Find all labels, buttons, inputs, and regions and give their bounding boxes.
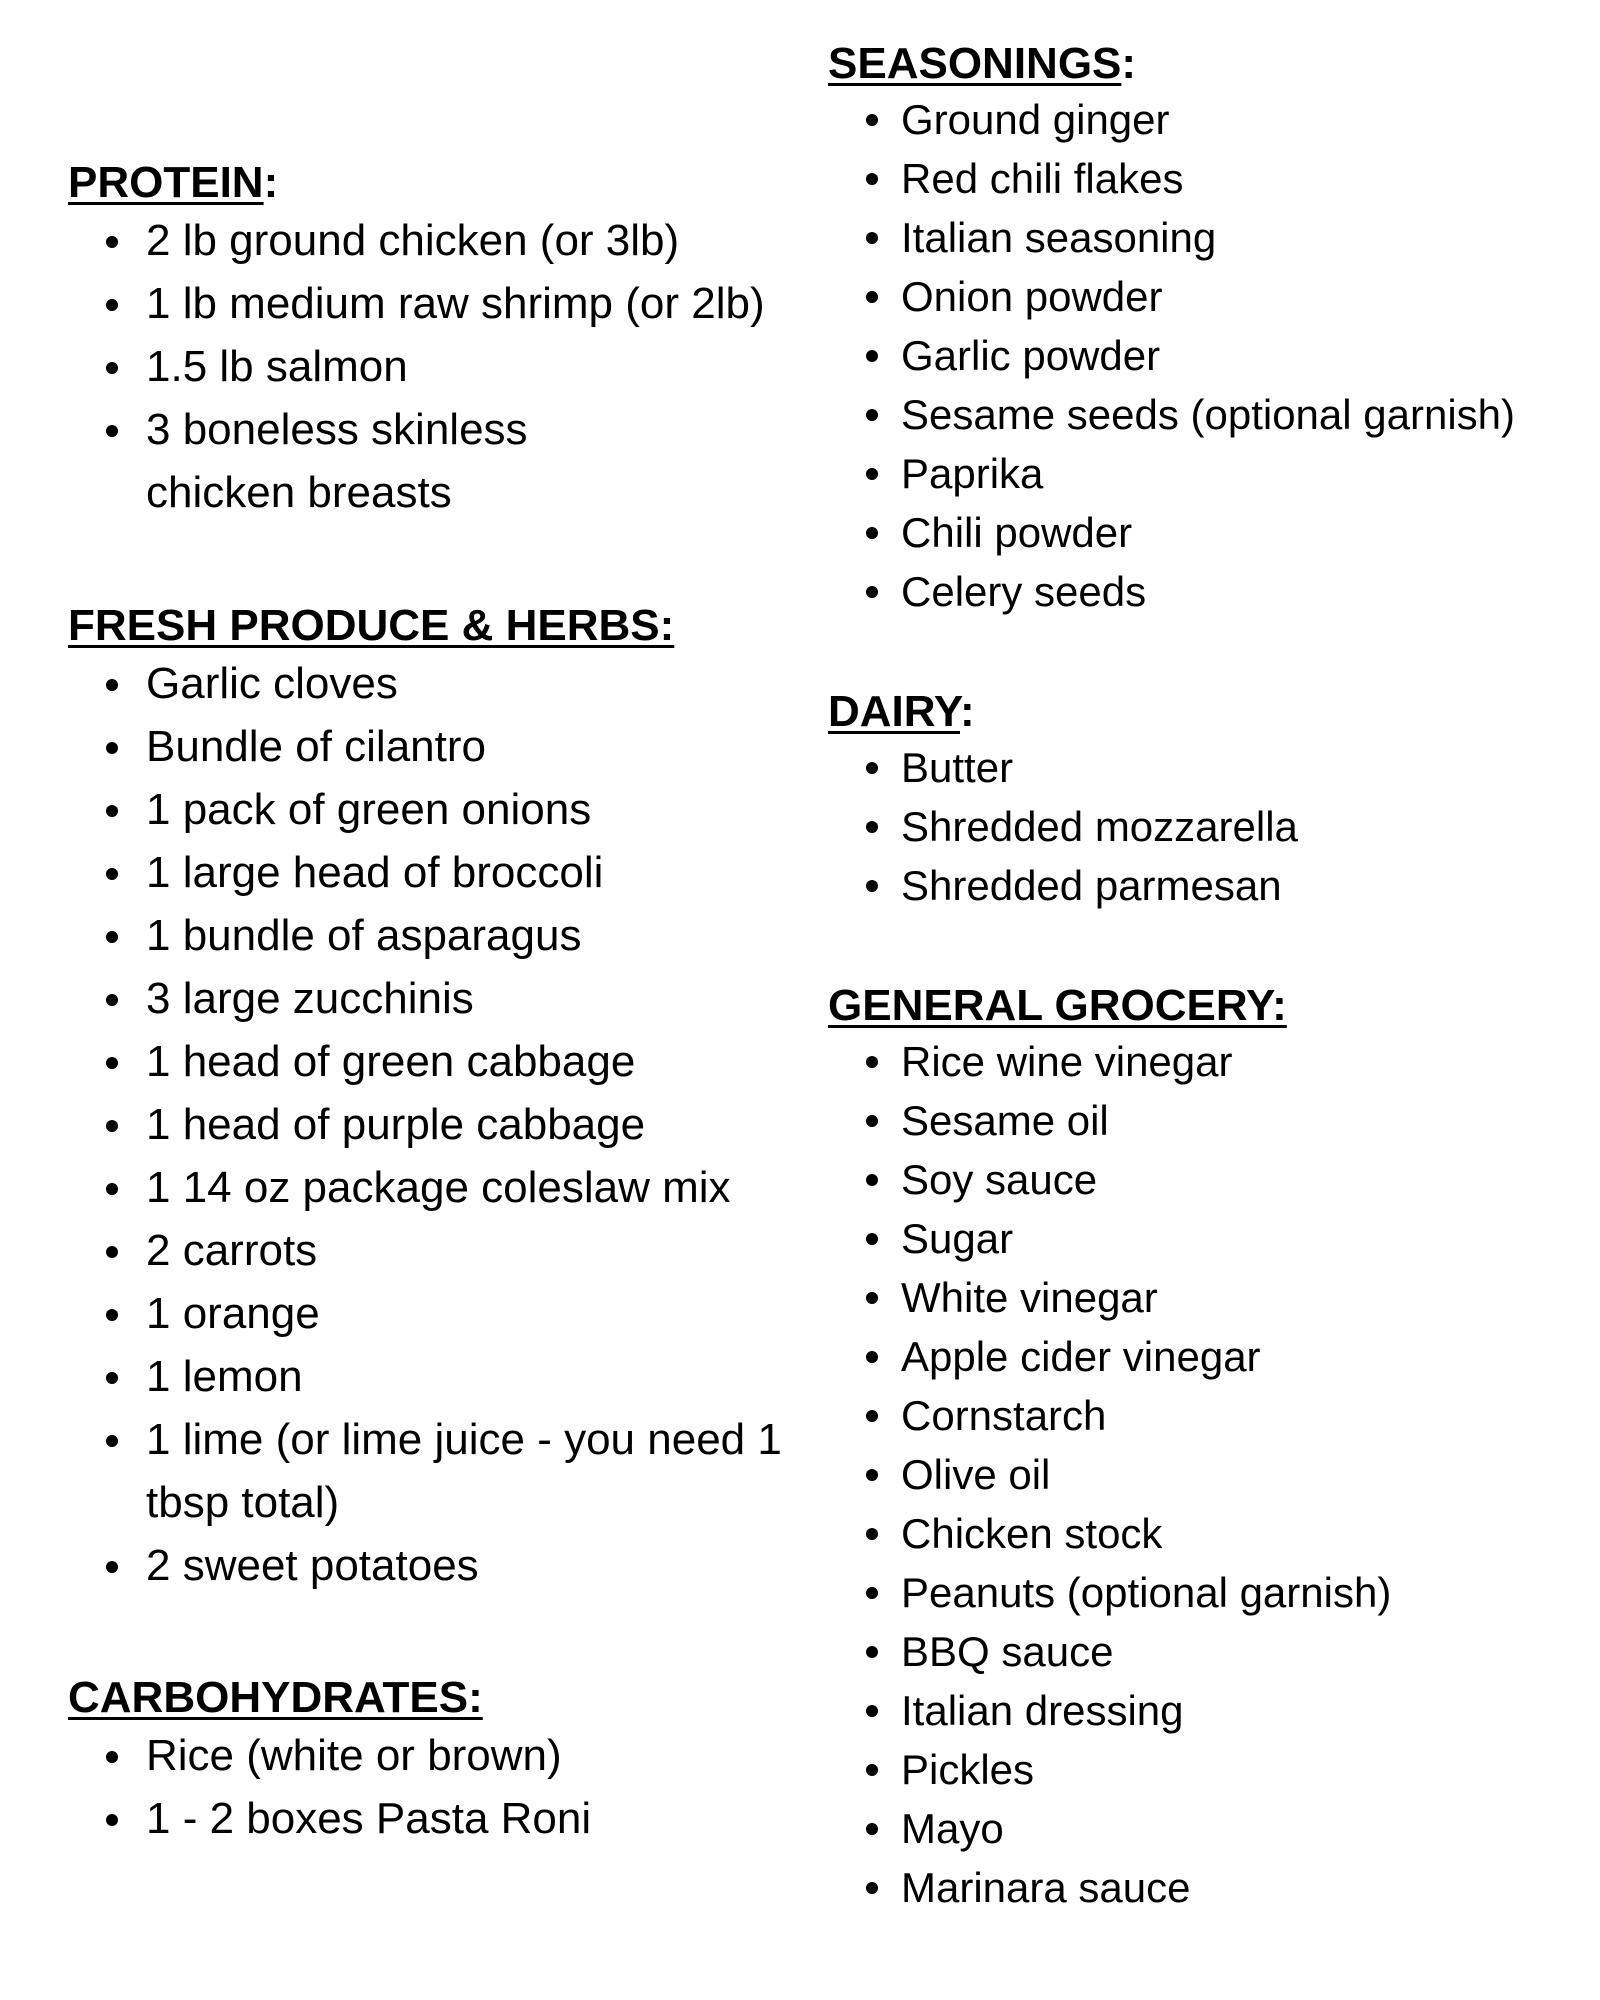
list-item: Ground ginger xyxy=(828,90,1588,149)
list-item: 1 bundle of asparagus xyxy=(68,904,808,967)
list-item: Cornstarch xyxy=(828,1386,1588,1445)
list-item: Olive oil xyxy=(828,1445,1588,1504)
list-item: Garlic powder xyxy=(828,326,1588,385)
seasonings-list xyxy=(828,90,1588,621)
section-title-dairy: DAIRY: xyxy=(828,687,975,736)
list-item: Shredded parmesan xyxy=(828,856,1588,915)
list-item: Sesame oil xyxy=(828,1091,1588,1150)
list-item: 3 boneless skinless chicken breasts xyxy=(68,398,808,524)
list-item: Peanuts (optional garnish) xyxy=(828,1563,1588,1622)
list-item: Sesame seeds (optional garnish) xyxy=(828,385,1588,444)
list-item: Italian dressing xyxy=(828,1681,1588,1740)
list-item: Italian seasoning xyxy=(828,208,1588,267)
protein-list xyxy=(68,209,808,524)
list-item: Rice (white or brown) xyxy=(68,1724,808,1787)
section-title-carbs: CARBOHYDRATES: xyxy=(68,1673,483,1722)
section-title-produce: FRESH PRODUCE & HERBS: xyxy=(68,601,675,650)
list-item: Red chili flakes xyxy=(828,149,1588,208)
grocery-section xyxy=(828,980,1588,1917)
list-item: 1 lemon xyxy=(68,1345,808,1408)
list-item: Bundle of cilantro xyxy=(68,715,808,778)
list-item: Mayo xyxy=(828,1799,1588,1858)
list-item: 1 head of purple cabbage xyxy=(68,1093,808,1156)
list-item: Marinara sauce xyxy=(828,1858,1588,1917)
list-item: Apple cider vinegar xyxy=(828,1327,1588,1386)
list-item: Soy sauce xyxy=(828,1150,1588,1209)
produce-section xyxy=(68,600,808,1597)
list-item: 1.5 lb salmon xyxy=(68,335,808,398)
list-item: 1 orange xyxy=(68,1282,808,1345)
list-item: Shredded mozzarella xyxy=(828,797,1588,856)
list-item: 1 14 oz package coleslaw mix xyxy=(68,1156,808,1219)
list-item: Garlic cloves xyxy=(68,652,808,715)
list-item: Chili powder xyxy=(828,503,1588,562)
list-item: 1 lime (or lime juice - you need 1 tbsp total) xyxy=(68,1408,808,1534)
produce-list xyxy=(68,652,808,1597)
section-title-grocery: GENERAL GROCERY: xyxy=(828,981,1287,1030)
carbs-list xyxy=(68,1724,808,1850)
list-item: Chicken stock xyxy=(828,1504,1588,1563)
list-item: 1 pack of green onions xyxy=(68,778,808,841)
list-item: Butter xyxy=(828,738,1588,797)
list-item: BBQ sauce xyxy=(828,1622,1588,1681)
dairy-list xyxy=(828,738,1588,915)
list-item: Sugar xyxy=(828,1209,1588,1268)
list-item: Onion powder xyxy=(828,267,1588,326)
list-item: 1 lb medium raw shrimp (or 2lb) xyxy=(68,272,808,335)
section-title-protein: PROTEIN: xyxy=(68,158,279,207)
list-item: Pickles xyxy=(828,1740,1588,1799)
list-item: 2 carrots xyxy=(68,1219,808,1282)
list-item: 1 large head of broccoli xyxy=(68,841,808,904)
list-item: 1 head of green cabbage xyxy=(68,1030,808,1093)
list-item: Paprika xyxy=(828,444,1588,503)
seasonings-section xyxy=(828,38,1588,621)
carbs-section xyxy=(68,1672,808,1850)
list-item: White vinegar xyxy=(828,1268,1588,1327)
list-item: Rice wine vinegar xyxy=(828,1032,1588,1091)
list-item: 2 sweet potatoes xyxy=(68,1534,808,1597)
dairy-section xyxy=(828,686,1588,915)
section-title-seasonings: SEASONINGS: xyxy=(828,39,1137,88)
grocery-list xyxy=(828,1032,1588,1917)
list-item: 2 lb ground chicken (or 3lb) xyxy=(68,209,808,272)
list-item: 1 - 2 boxes Pasta Roni xyxy=(68,1787,808,1850)
protein-section xyxy=(68,157,808,524)
list-item: Celery seeds xyxy=(828,562,1588,621)
list-item: 3 large zucchinis xyxy=(68,967,808,1030)
